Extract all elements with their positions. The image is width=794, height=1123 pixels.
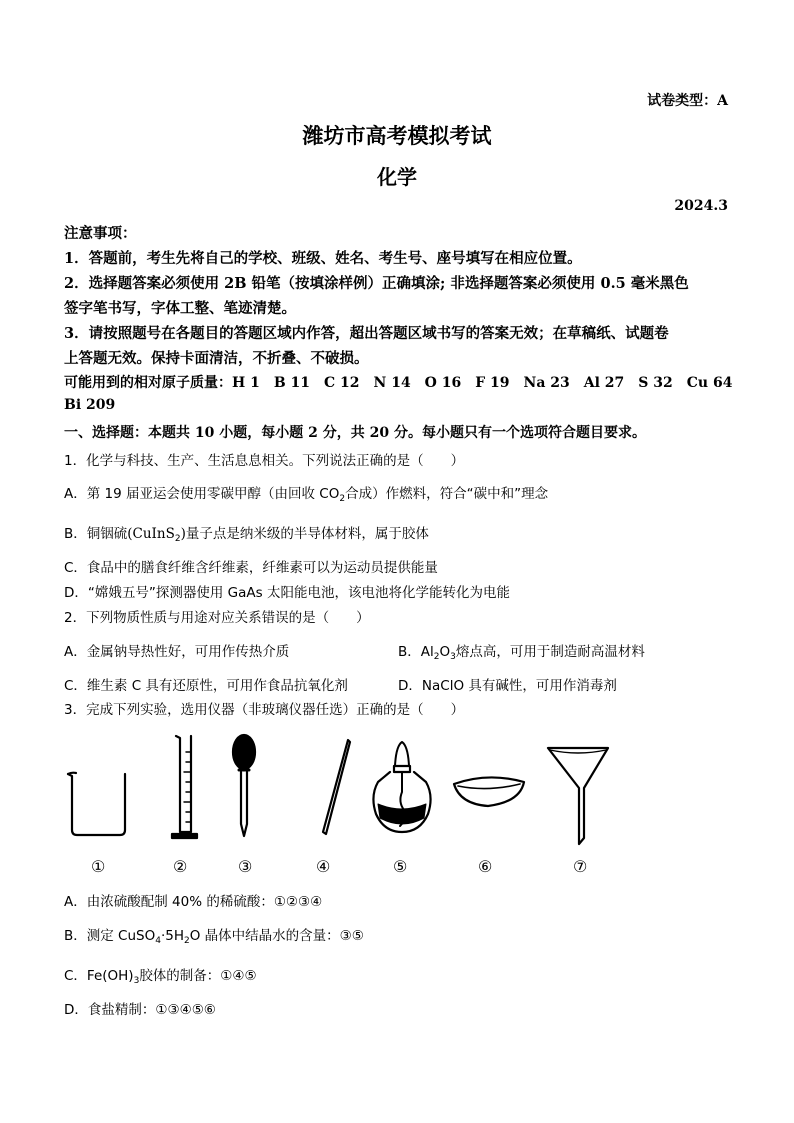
option-b-text-tail: 量子点是纳米级的半导体材料，属于胶体 (185, 526, 429, 542)
apparatus-figure (58, 722, 618, 882)
notice-item-3-line-1: 3．请按照题号在各题目的答题区域内作答，超出答题区域书写的答案无效；在草稿纸、试题卷 (64, 325, 669, 342)
apparatus-label-3: ③ (238, 857, 253, 876)
apparatus-drawing (58, 722, 618, 882)
option-b-text-tail: O 晶体中结晶水的含量：③⑤ (189, 928, 364, 944)
formula-part: O (439, 644, 451, 660)
question-2-option-b (398, 640, 645, 660)
notice-heading: 注意事项： (64, 225, 137, 242)
graduated-cylinder-icon (172, 736, 197, 838)
subscript: 2 (184, 936, 190, 946)
paper-type: 试卷类型：A (647, 93, 728, 109)
question-3-option-c (64, 964, 257, 984)
option-c-text: C．Fe(OH) (64, 968, 134, 984)
option-a-text-tail: 合成）作燃料，符合“碳中和”理念 (345, 486, 549, 502)
subscript: 3 (133, 976, 140, 986)
exam-date: 2024.3 (674, 198, 728, 214)
question-2-option-a: A．金属钠导热性好，可用作传热介质 (64, 644, 290, 660)
question-1-stem: 1．化学与科技、生产、生活息息相关。下列说法正确的是（ ） (64, 453, 465, 469)
question-1-option-b (64, 522, 429, 542)
formula: (CuInS (127, 526, 175, 542)
notice-item-1: 1．答题前，考生先将自己的学校、班级、姓名、考生号、座号填写在相应位置。 (64, 250, 582, 267)
subject-title: 化学 (377, 165, 417, 189)
apparatus-label-7: ⑦ (573, 857, 588, 876)
option-c-text-tail: 胶体的制备：①④⑤ (139, 968, 257, 984)
question-1-option-a (64, 482, 548, 502)
option-b-text-tail: 熔点高，可用于制造耐高温材料 (455, 644, 645, 660)
page-title: 潍坊市高考模拟考试 (302, 123, 492, 148)
subscript: 2 (339, 494, 346, 504)
question-1-option-d: D．“嫦娥五号”探测器使用 GaAs 太阳能电池，该电池将化学能转化为电能 (64, 585, 510, 601)
subscript: 2 (433, 652, 440, 662)
formula-close: ) (180, 526, 186, 542)
atomic-masses-line-1: 可能用到的相对原子质量：H 1 B 11 C 12 N 14 O 16 F 19 Na 23 Al 27 S 32 Cu 64 (64, 375, 733, 391)
funnel-icon (548, 748, 608, 844)
question-1-option-c: C．食品中的膳食纤维含纤维素，纤维素可以为运动员提供能量 (64, 560, 438, 576)
question-2-stem: 2．下列物质性质与用途对应关系错误的是（ ） (64, 610, 370, 626)
glass-rod-icon (323, 740, 350, 834)
subscript: 2 (174, 534, 181, 544)
question-3-option-d: D．食盐精制：①③④⑤⑥ (64, 1002, 216, 1018)
alcohol-lamp-icon (373, 742, 430, 832)
atomic-masses-line-2: Bi 209 (64, 397, 116, 413)
apparatus-label-4: ④ (316, 857, 331, 876)
evaporating-dish-icon (454, 777, 524, 806)
dropper-icon (233, 735, 255, 836)
subscript: 3 (450, 652, 456, 662)
apparatus-label-6: ⑥ (478, 857, 493, 876)
beaker-icon (68, 773, 125, 835)
question-2-option-c: C．维生素 C 具有还原性，可用作食品抗氧化剂 (64, 678, 348, 694)
subscript: 4 (155, 936, 161, 946)
question-2-option-d: D．NaClO 具有碱性，可用作消毒剂 (398, 678, 617, 694)
option-b-text: B．铜铟硫 (64, 526, 128, 542)
option-a-text: A．第 19 届亚运会使用零碳甲醇（由回收 CO (64, 486, 340, 502)
apparatus-label-1: ① (91, 857, 106, 876)
apparatus-label-2: ② (173, 857, 188, 876)
option-b-text: B．Al (398, 644, 434, 660)
question-3-option-a: A．由浓硫酸配制 40% 的稀硫酸：①②③④ (64, 894, 323, 910)
formula-part: ·5H (160, 928, 185, 944)
notice-item-2-line-1: 2．选择题答案必须使用 2B 铅笔（按填涂样例）正确填涂; 非选择题答案必须使用 0.5 毫米黑色 (64, 275, 689, 292)
option-b-text: B．测定 CuSO (64, 928, 156, 944)
question-3-stem: 3．完成下列实验，选用仪器（非玻璃仪器任选）正确的是（ ） (64, 702, 465, 718)
apparatus-label-5: ⑤ (393, 857, 408, 876)
question-3-option-b (64, 924, 364, 944)
notice-item-3-line-2: 上答题无效。保持卡面清洁，不折叠、不破损。 (64, 350, 369, 367)
section-heading: 一、选择题：本题共 10 小题，每小题 2 分，共 20 分。每小题只有一个选项符合题目要求。 (64, 425, 646, 441)
notice-item-2-line-2: 签字笔书写，字体工整、笔迹清楚。 (64, 300, 296, 317)
